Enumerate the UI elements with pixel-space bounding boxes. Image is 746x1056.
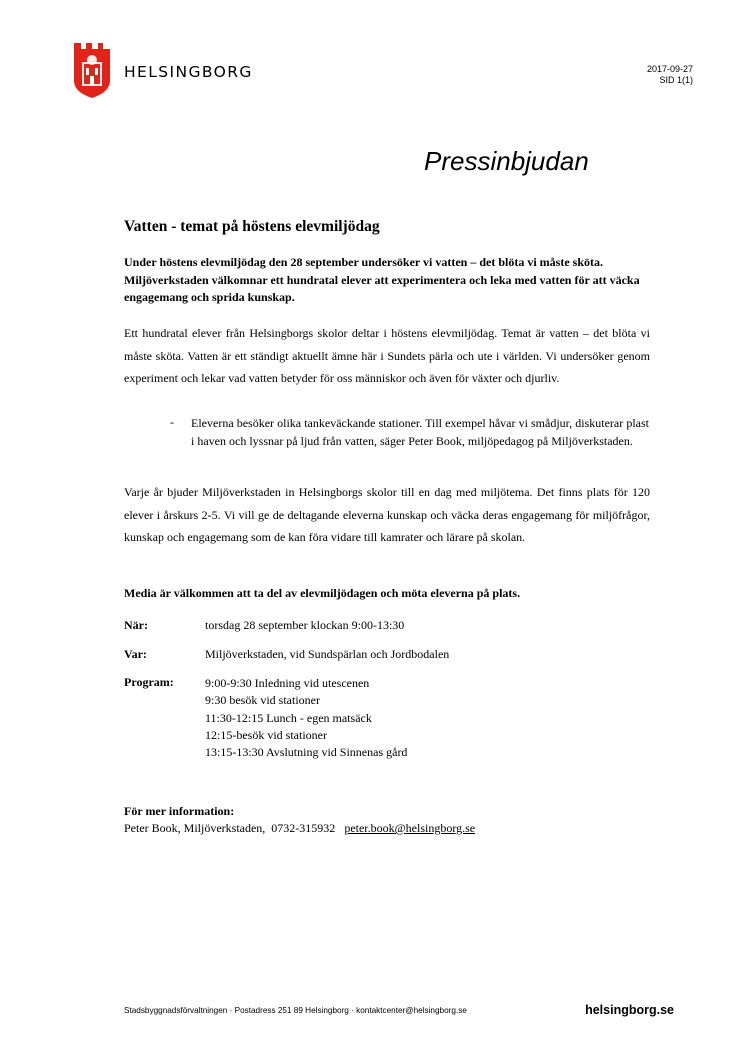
quote-bullet: Eleverna besöker olika tankeväckande stationer. Till exempel håvar vi smådjur, diskuterar plast i haven och lyssnar på ljud från vatten, säger Peter Book, miljöpedagog på Miljöverkstaden. <box>191 416 649 448</box>
page-number: SID 1(1) <box>659 75 693 85</box>
more-info-heading: För mer information: <box>124 804 235 818</box>
when-label: När: <box>124 618 148 632</box>
document-meta <box>647 64 693 86</box>
brand-wordmark: HELSINGBORG <box>124 63 253 81</box>
program-item: 13:15-13:30 Avslutning vid Sinnenas gård <box>205 745 408 760</box>
lead-paragraph: Under höstens elevmiljödag den 28 september undersöker vi vatten – det blöta vi måste sköta. Miljöverkstaden välkomnar ett hundratal elever att experimentera och leka med vatten för att väcka engagemang och sprida kunskap. <box>124 255 640 304</box>
helsingborg-crest-icon <box>73 43 111 99</box>
program-item: 11:30-12:15 Lunch - egen matsäck <box>205 710 372 725</box>
program-label: Program: <box>124 675 174 689</box>
bullet-dash: - <box>170 415 174 429</box>
body-paragraph-2: Varje år bjuder Miljöverkstaden in Helsingborgs skolor till en dag med miljötema. Det finns plats för 120 elever i årskurs 2-5. Vi vill ge de deltagande eleverna kunskap och väcka deras engagemang för miljöfrågor, kunskap och engagemang som de kan föra vidare till kamrater och lärare på skolan. <box>124 485 650 544</box>
program-list <box>205 675 407 761</box>
document-date: 2017-09-27 <box>646 64 693 74</box>
footer-site-link[interactable]: helsingborg.se <box>585 1003 674 1017</box>
contact-details: Peter Book, Miljöverkstaden, 0732-315932 <box>124 821 336 835</box>
program-item: 9:30 besök vid stationer <box>205 693 320 708</box>
page-title: Vatten - temat på höstens elevmiljödag <box>124 218 380 235</box>
where-label: Var: <box>124 647 147 661</box>
program-item: 12:15-besök vid stationer <box>205 727 327 742</box>
where-value: Miljöverkstaden, vid Sundspärlan och Jordbodalen <box>205 647 450 661</box>
email-link[interactable]: peter.book@helsingborg.se <box>344 821 476 835</box>
document-type: Pressinbjudan <box>424 146 589 176</box>
media-invite: Media är välkommen att ta del av elevmiljödagen och möta eleverna på plats. <box>124 586 521 600</box>
program-item: 9:00-9:30 Inledning vid utescenen <box>205 676 370 690</box>
contact-line <box>124 821 475 836</box>
body-paragraph-1: Ett hundratal elever från Helsingborgs skolor deltar i höstens elevmiljödag. Temat är vatten – det blöta vi måste sköta. Vatten är ett ständigt aktuellt ämne här i Sundets pärla och ute i världen. Vi undersöker genom experiment och lekar vad vatten betyder för oss människor och även för växter och djurliv. <box>124 326 650 385</box>
footer-address: Stadsbyggnadsförvaltningen · Postadress 251 89 Helsingborg · kontaktcenter@helsingborg.se <box>124 1006 467 1015</box>
when-value: torsdag 28 september klockan 9:00-13:30 <box>205 618 405 632</box>
